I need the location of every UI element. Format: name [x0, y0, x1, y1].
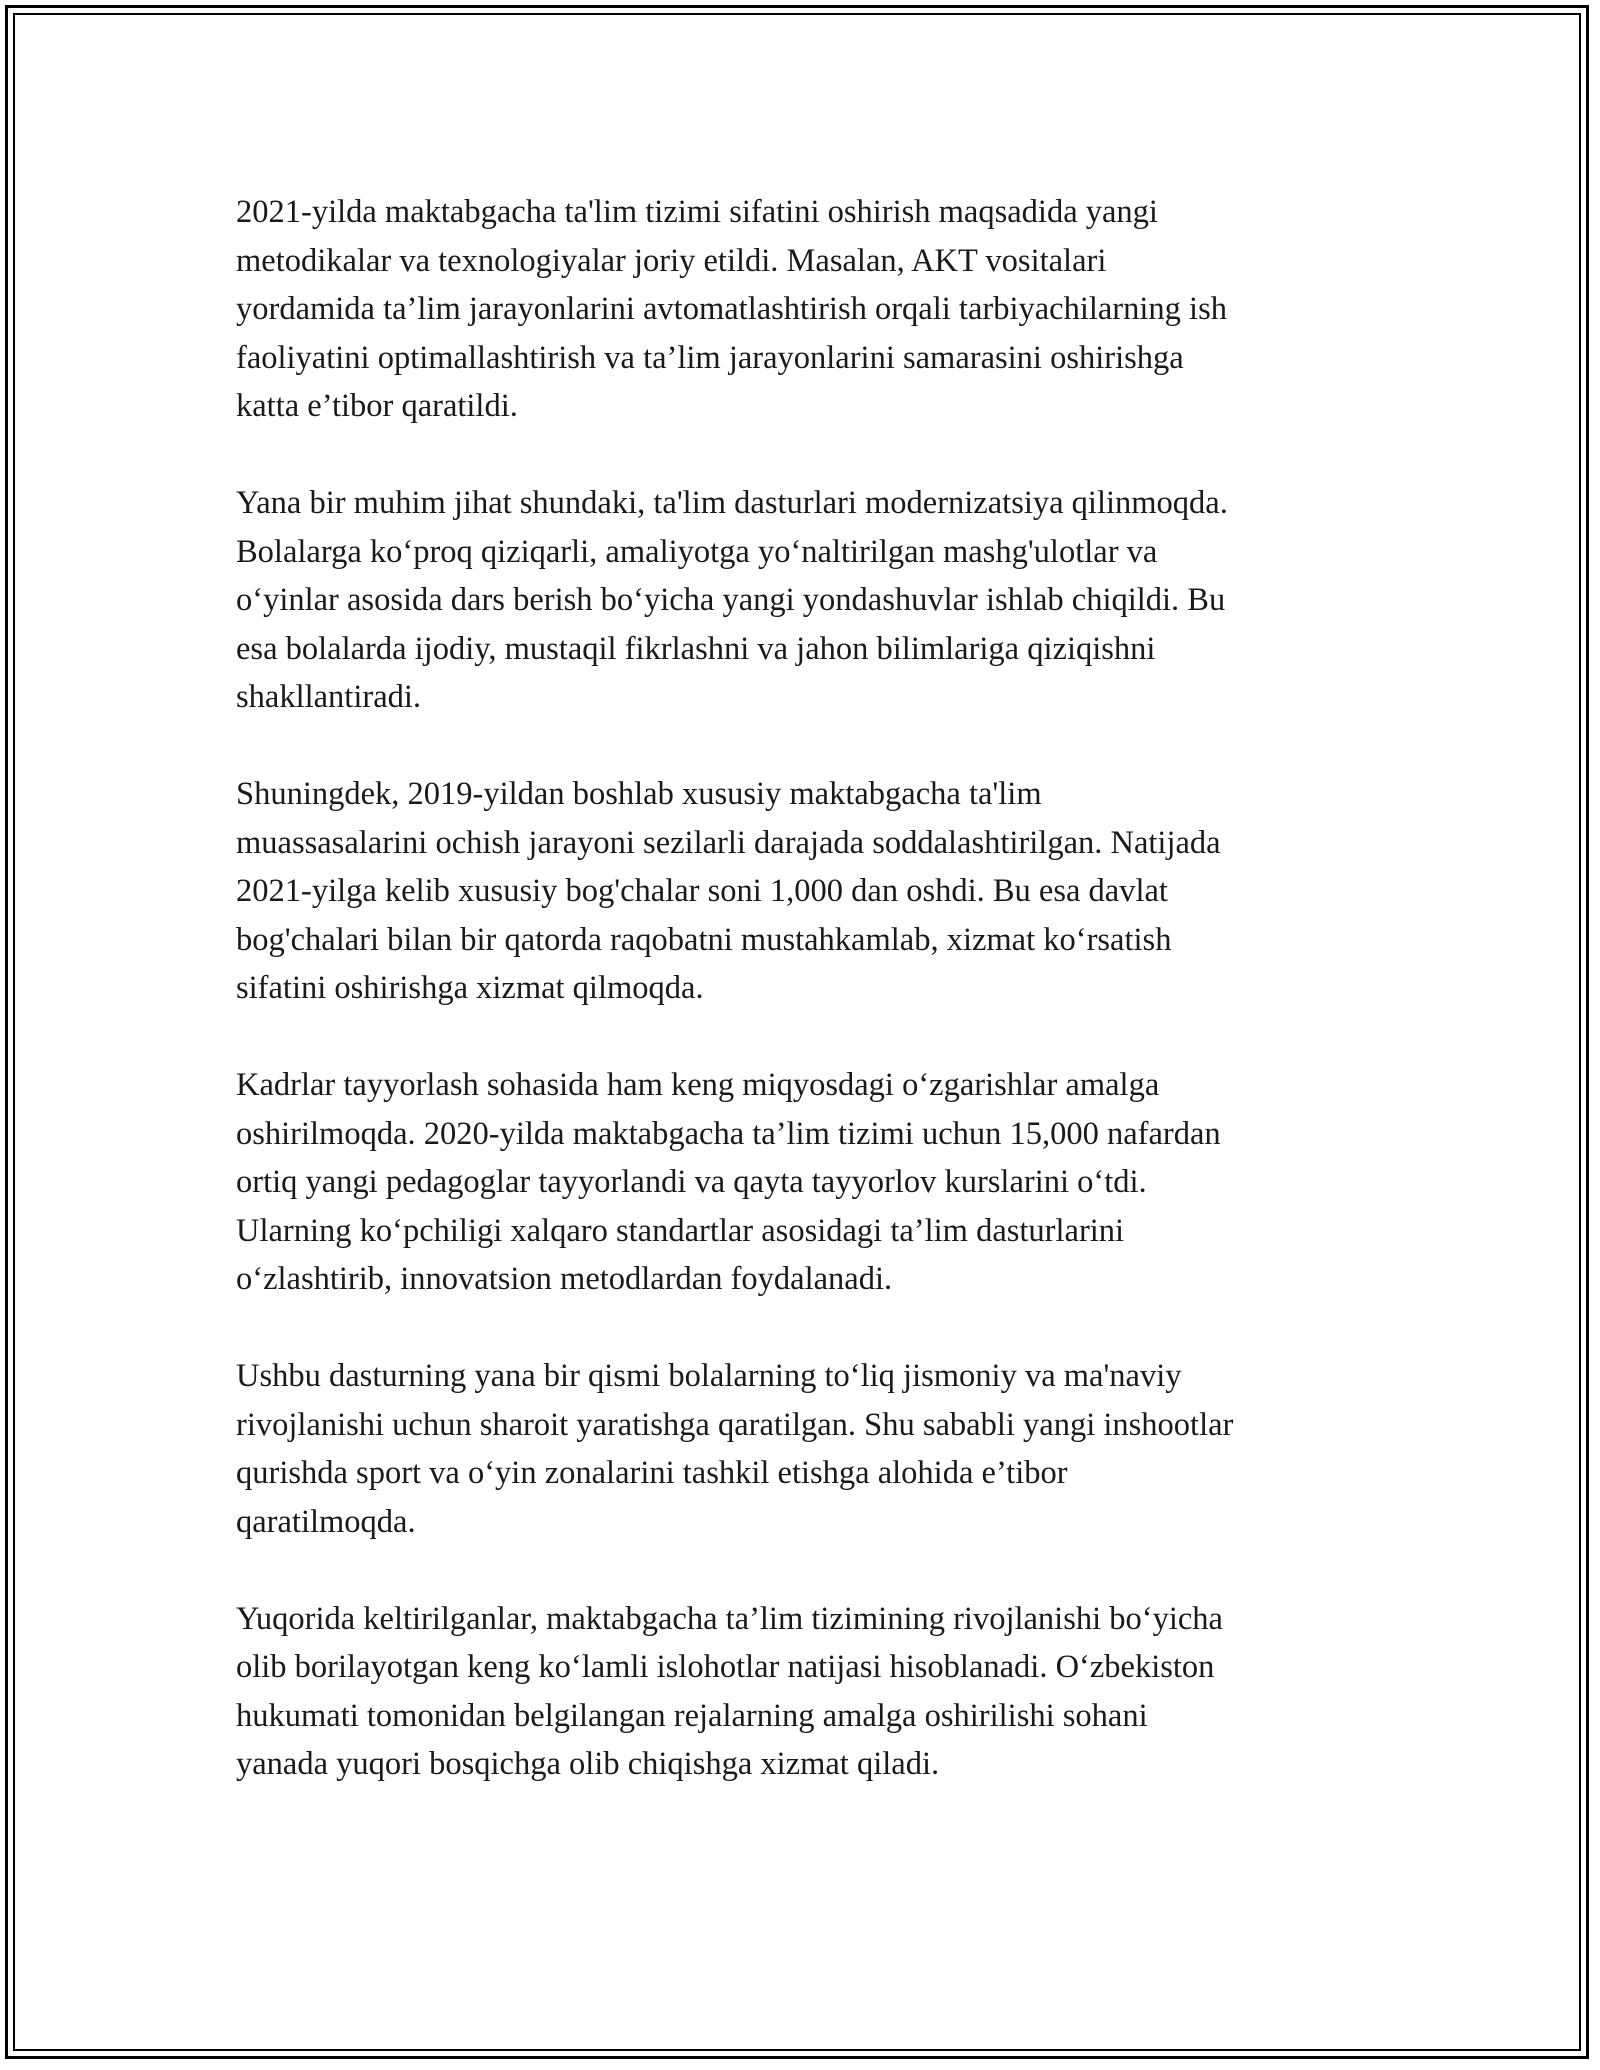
document-body: [236, 188, 1376, 1837]
paragraph-2: Yana bir muhim jihat shundaki, ta'lim dasturlari modernizatsiya qilinmoqda. Bolalarga ko‘proq qiziqarli, amaliyotga yo‘naltirilgan mashg'ulotlar va o‘yinlar asosida dars berish bo‘yicha yangi yondashuvlar ishlab chiqildi. Bu esa bolalarda ijodiy, mustaqil fikrlashni va jahon bilimlariga qiziqishni shakllantiradi.: [236, 485, 1228, 715]
paragraph-6: Yuqorida keltirilganlar, maktabgacha ta’lim tizimining rivojlanishi bo‘yicha olib borilayotgan keng ko‘lamli islohotlar natijasi hisoblanadi. O‘zbekiston hukumati tomonidan belgilangan rejalarning amalga oshirilishi sohani yanada yuqori bosqichga olib chiqishga xizmat qiladi.: [236, 1600, 1223, 1782]
paragraph-3: Shuningdek, 2019-yildan boshlab xususiy maktabgacha ta'lim muassasalarini ochish jarayoni sezilarli darajada soddalashtirilgan. Natijada 2021-yilga kelib xususiy bog'chalar soni 1,000 dan oshdi. Bu esa davlat bog'chalari bilan bir qatorda raqobatni mustahkamlab, xizmat ko‘rsatish sifatini oshirishga xizmat qilmoqda.: [236, 776, 1221, 1006]
paragraph-5: Ushbu dasturning yana bir qismi bolalarning to‘liq jismoniy va ma'naviy rivojlanishi uchun sharoit yaratishga qaratilgan. Shu sababli yangi inshootlar qurishda sport va o‘yin zonalarini tashkil etishga alohida e’tibor qaratilmoqda.: [236, 1358, 1234, 1540]
paragraph-4: Kadrlar tayyorlash sohasida ham keng miqyosdagi o‘zgarishlar amalga oshirilmoqda. 2020-yilda maktabgacha ta’lim tizimi uchun 15,000 nafardan ortiq yangi pedagoglar tayyorlandi va qayta tayyorlov kurslarini o‘tdi. Ularning ko‘pchiligi xalqaro standartlar asosidagi ta’lim dasturlarini o‘zlashtirib, innovatsion metodlardan foydalanadi.: [236, 1067, 1221, 1297]
paragraph-1: 2021-yilda maktabgacha ta'lim tizimi sifatini oshirish maqsadida yangi metodikalar va texnologiyalar joriy etildi. Masalan, AKT vositalari yordamida ta’lim jarayonlarini avtomatlashtirish orqali tarbiyachilarning ish faoliyatini optimallashtirish va ta’lim jarayonlarini samarasini oshirishga katta e’tibor qaratildi.: [236, 194, 1227, 424]
